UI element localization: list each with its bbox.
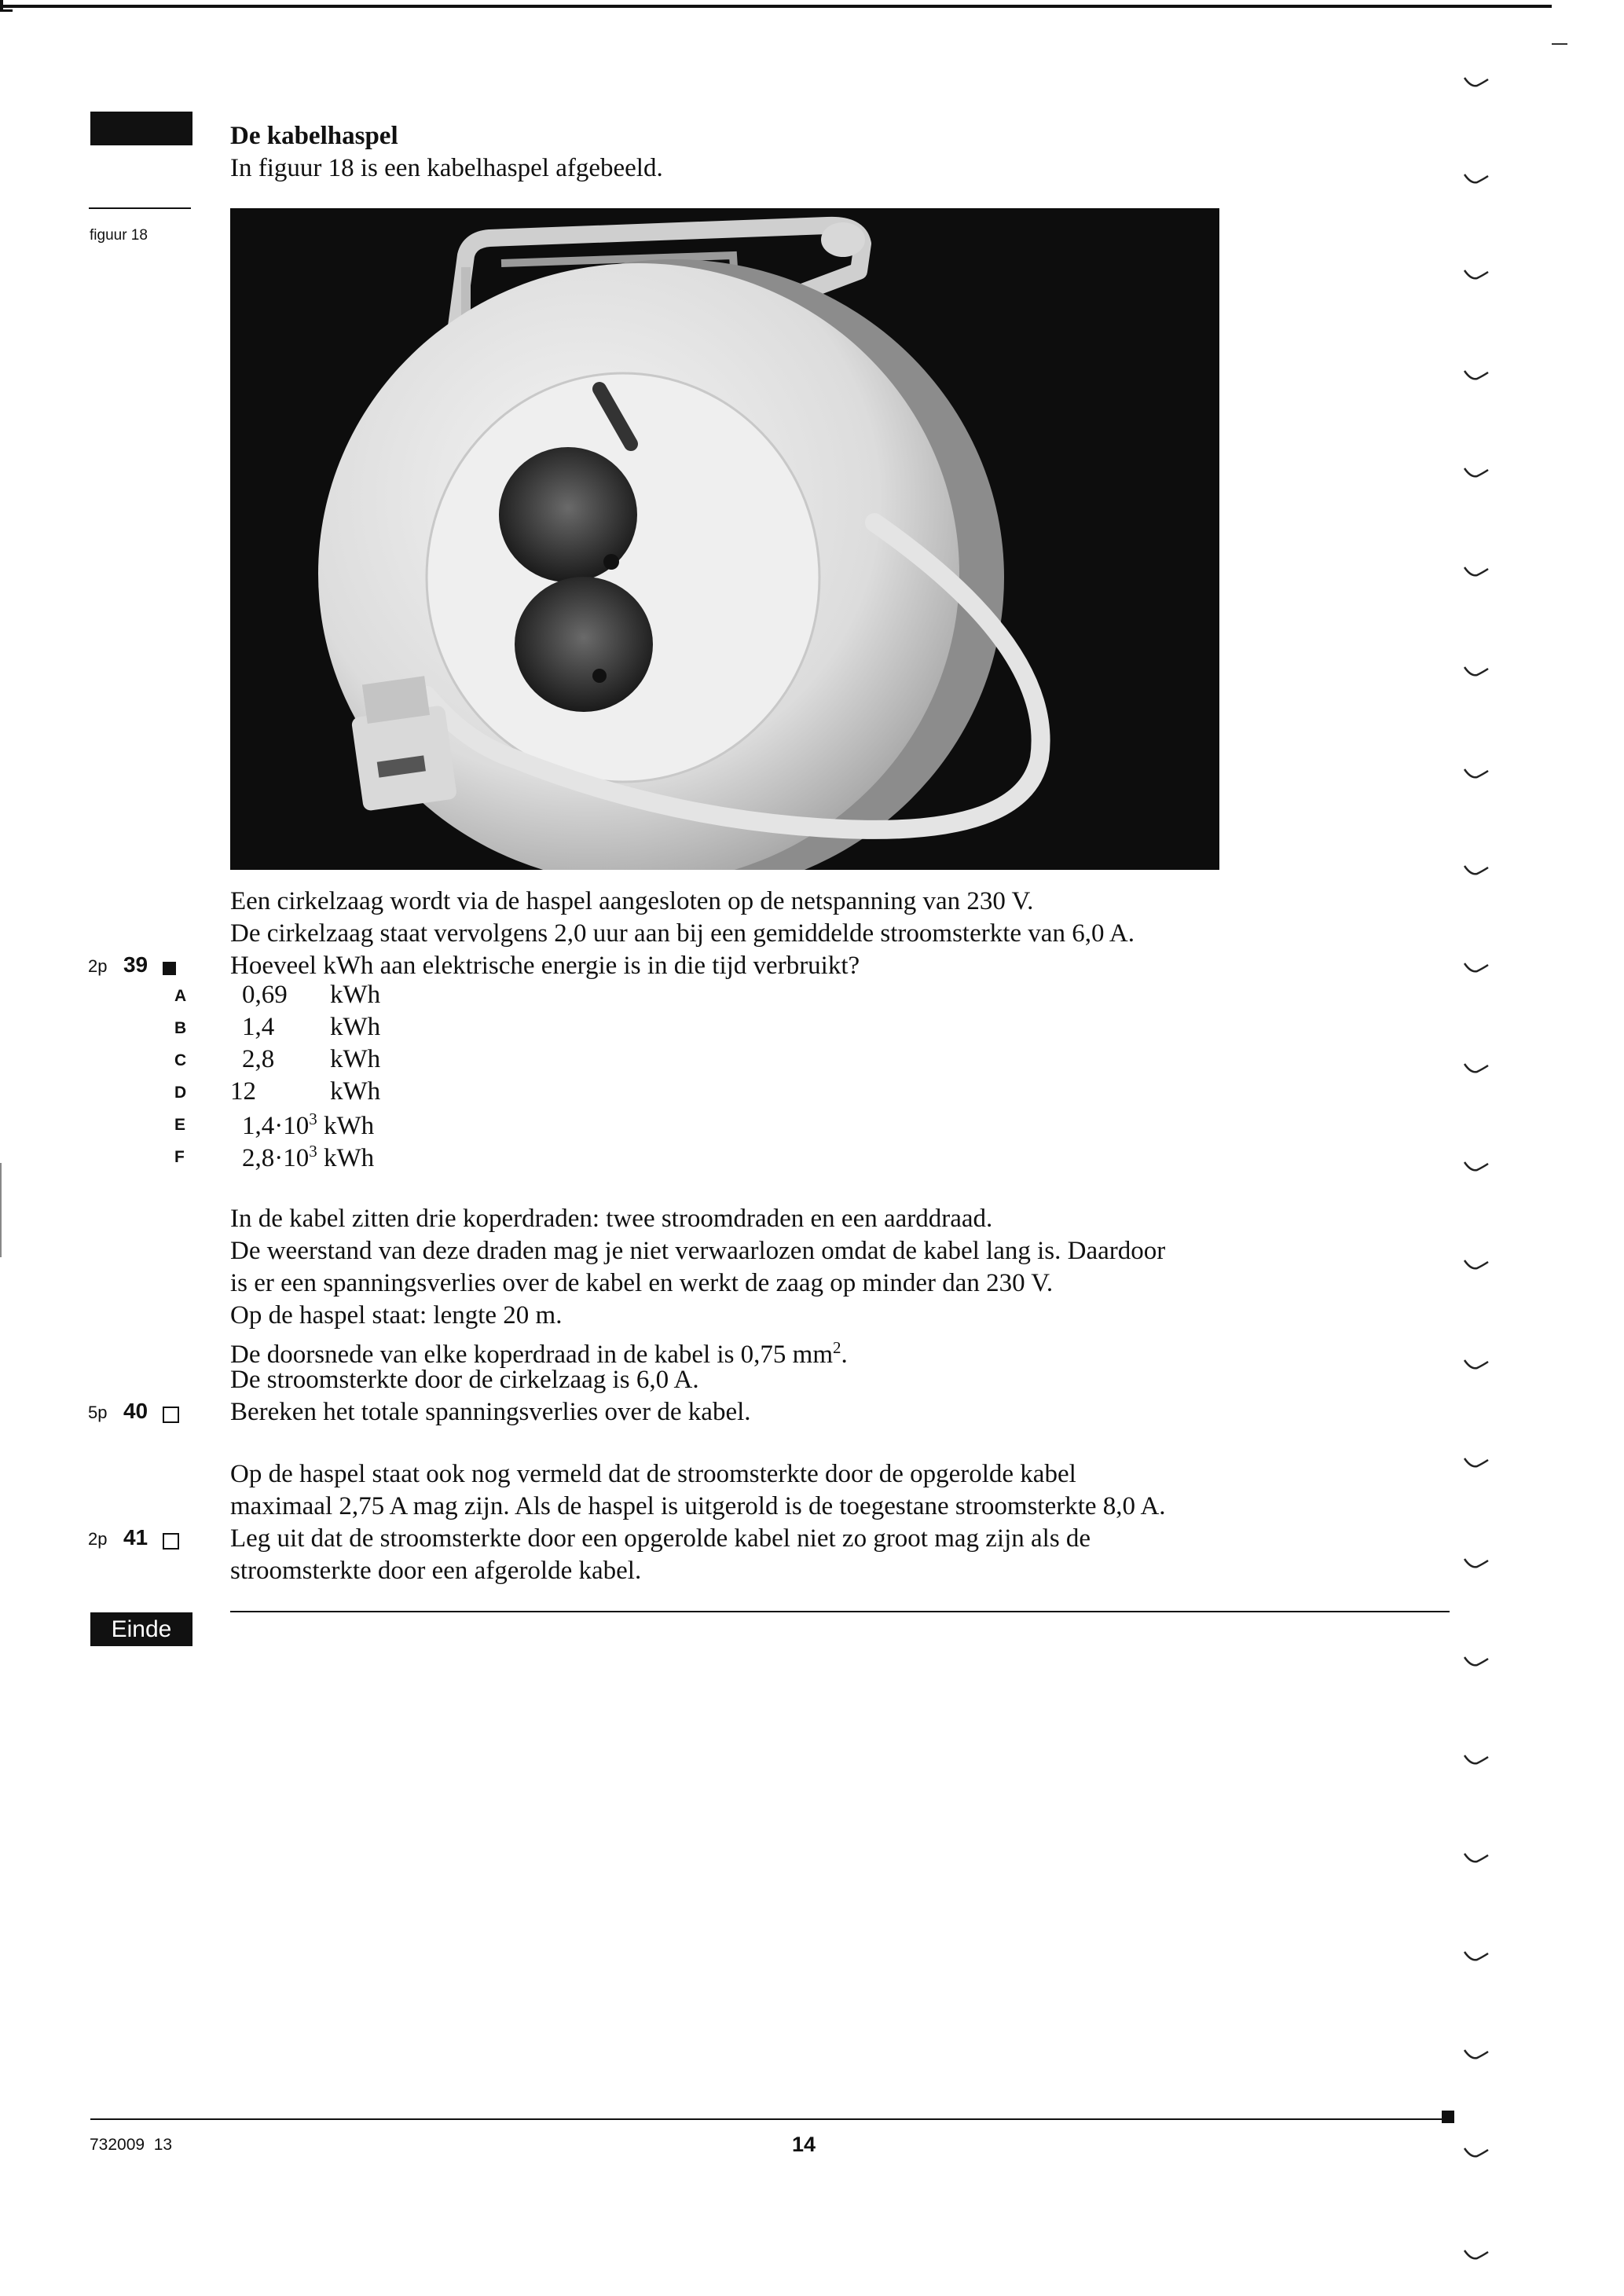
check-mark-icon <box>1463 1061 1490 1076</box>
check-mark-icon <box>1463 1257 1490 1273</box>
end-rule <box>230 1611 1450 1612</box>
check-mark-icon <box>1463 171 1490 187</box>
option-value-base: 1,4·10 <box>242 1112 310 1140</box>
check-mark-icon <box>1463 2247 1490 2263</box>
context2-line-3: is er een spanningsverlies over de kabel en werkt de zaag op minder dan 230 V. <box>230 1269 1054 1297</box>
q40-question: Bereken het totale spanningsverlies over de kabel. <box>230 1398 751 1426</box>
q39-question: Hoeveel kWh aan elektrische energie is in die tijd verbruikt? <box>230 952 860 980</box>
check-mark-icon <box>1463 1357 1490 1373</box>
check-mark-icon <box>1463 1752 1490 1768</box>
figure-18-photo <box>230 208 1219 870</box>
left-scan-edge <box>0 1163 2 1257</box>
option-letter: C <box>174 1051 187 1069</box>
check-mark-icon <box>1463 1949 1490 1964</box>
option-letter: E <box>174 1116 186 1134</box>
q39-filled-square-icon <box>163 962 176 975</box>
check-mark-icon <box>1463 1455 1490 1471</box>
footer-square-mark <box>1442 2111 1454 2123</box>
check-mark-icon <box>1463 465 1490 481</box>
check-mark-icon <box>1463 564 1490 580</box>
option-value <box>242 1142 374 1173</box>
area-superscript: 2 <box>833 1338 841 1357</box>
check-mark-icon <box>1463 368 1490 383</box>
check-mark-icon <box>1463 1159 1490 1175</box>
option-letter: D <box>174 1084 187 1102</box>
cable-reel-illustration <box>230 208 1219 870</box>
option-value <box>242 1109 374 1141</box>
figure-label-rule <box>89 207 191 209</box>
option-value-base: 2,8·10 <box>242 1144 310 1172</box>
end-label: Einde <box>90 1612 192 1646</box>
area-period: . <box>841 1341 848 1369</box>
context3-line-2: maximaal 2,75 A mag zijn. Als de haspel is uitgerold is de toegestane stroomsterkte 8,0 A. <box>230 1492 1166 1520</box>
q39-points: 2p <box>88 956 108 976</box>
check-mark-icon <box>1463 2145 1490 2161</box>
area-text: De doorsnede van elke koperdraad in de kabel is 0,75 mm <box>230 1341 834 1369</box>
q39-number: 39 <box>123 952 148 977</box>
option-value: 0,69 <box>242 981 288 1009</box>
context1-line-1: Een cirkelzaag wordt via de haspel aangesloten op de netspanning van 230 V. <box>230 887 1034 915</box>
check-mark-icon <box>1463 863 1490 878</box>
check-mark-icon <box>1463 766 1490 782</box>
check-mark-icon <box>1463 1556 1490 1572</box>
check-mark-icon <box>1463 75 1490 90</box>
check-mark-icon <box>1463 960 1490 976</box>
q39-margin <box>88 952 176 977</box>
option-unit: kWh <box>330 1077 381 1106</box>
check-mark-icon <box>1463 267 1490 283</box>
section-title: De kabelhaspel <box>230 122 398 150</box>
option-value-exponent: 3 <box>309 1142 317 1161</box>
check-mark-icon <box>1463 664 1490 680</box>
q40-points: 5p <box>88 1403 108 1422</box>
figure-label: figuur 18 <box>90 227 148 244</box>
section-marker-block <box>90 112 192 145</box>
context2-line-4: Op de haspel staat: lengte 20 m. <box>230 1301 563 1330</box>
page-number: 14 <box>792 2133 816 2156</box>
q41-question-line-1: Leg uit dat de stroomsterkte door een opgerolde kabel niet zo groot mag zijn als de <box>230 1524 1091 1553</box>
check-mark-icon <box>1463 2047 1490 2063</box>
option-letter: B <box>174 1019 187 1037</box>
section-intro: In figuur 18 is een kabelhaspel afgebeeld. <box>230 154 663 182</box>
context2-line-6: De stroomsterkte door de cirkelzaag is 6,0 A. <box>230 1366 699 1394</box>
q40-number: 40 <box>123 1399 148 1423</box>
footer-rule <box>90 2118 1448 2120</box>
check-mark-icon <box>1463 1850 1490 1866</box>
option-value: 12 <box>230 1077 256 1106</box>
option-unit: kWh <box>330 1045 381 1073</box>
top-border <box>0 5 1552 8</box>
option-unit: kWh <box>330 1013 381 1041</box>
option-value-exponent: 3 <box>309 1109 317 1128</box>
option-unit: kWh <box>324 1144 375 1172</box>
option-unit: kWh <box>324 1112 375 1140</box>
q40-empty-square-icon <box>163 1407 179 1423</box>
option-unit: kWh <box>330 981 381 1009</box>
context2-line-1: In de kabel zitten drie koperdraden: twee stroomdraden en een aarddraad. <box>230 1205 993 1233</box>
context1-line-2: De cirkelzaag staat vervolgens 2,0 uur aan bij een gemiddelde stroomsterkte van 6,0 A. <box>230 919 1135 948</box>
top-corner-mark <box>0 0 13 12</box>
option-value: 1,4 <box>242 1013 275 1041</box>
context2-line-2: De weerstand van deze draden mag je niet verwaarlozen omdat de kabel lang is. Daardoor <box>230 1237 1166 1265</box>
footer-code: 732009 13 <box>90 2136 173 2154</box>
context3-line-1: Op de haspel staat ook nog vermeld dat de stroomsterkte door de opgerolde kabel <box>230 1460 1076 1488</box>
q41-margin <box>88 1525 179 1550</box>
top-right-mark <box>1552 43 1567 45</box>
q41-number: 41 <box>123 1525 148 1550</box>
option-letter: F <box>174 1148 185 1166</box>
q41-question-line-2: stroomsterkte door een afgerolde kabel. <box>230 1557 642 1585</box>
q40-margin <box>88 1399 179 1424</box>
option-letter: A <box>174 987 187 1005</box>
q41-empty-square-icon <box>163 1533 179 1550</box>
option-value: 2,8 <box>242 1045 275 1073</box>
q41-points: 2p <box>88 1529 108 1549</box>
check-mark-icon <box>1463 1654 1490 1670</box>
